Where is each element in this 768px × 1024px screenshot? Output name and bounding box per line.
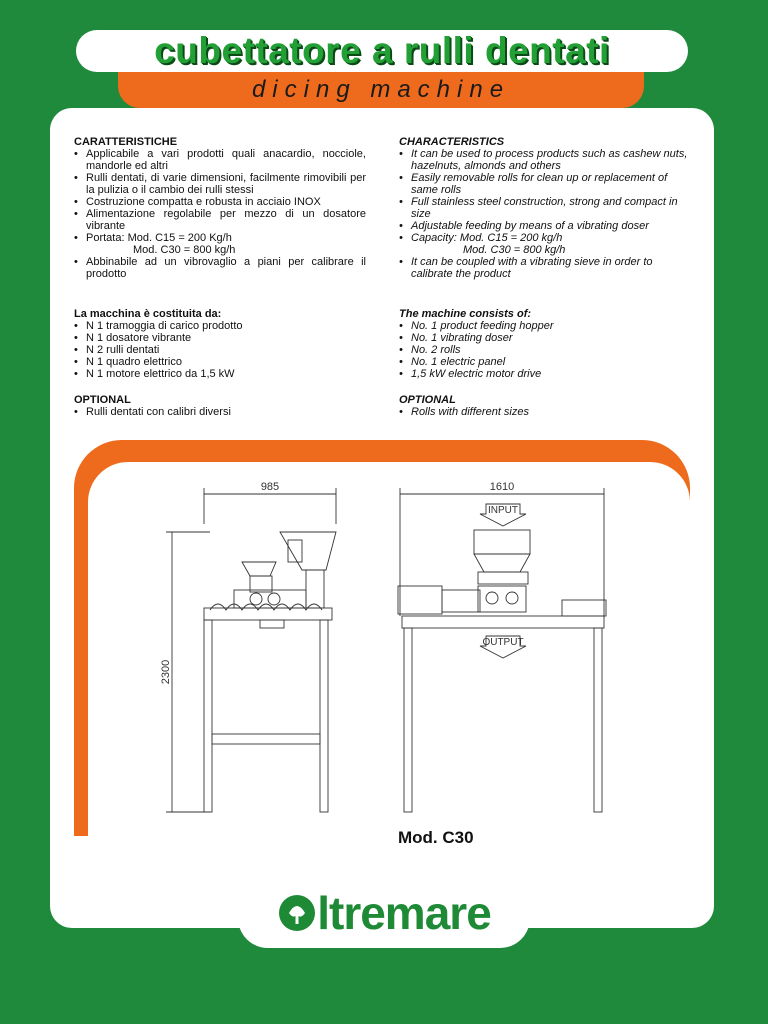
- italian-column: [74, 136, 366, 418]
- consists-list-en: [399, 320, 691, 380]
- list-item-continuation: Mod. C30 = 800 kg/h: [133, 244, 236, 256]
- subtitle-banner: [118, 72, 644, 108]
- list-item: • Abbinabile ad un vibrovaglio a piani per calibrare il prodotto: [74, 256, 366, 280]
- english-column: [399, 136, 691, 418]
- page-title: cubettatore a rulli dentati: [154, 30, 610, 71]
- optional-heading-it: OPTIONAL: [74, 394, 131, 406]
- list-item: • Easily removable rolls for clean up or replacement of same rolls: [399, 172, 691, 196]
- list-item: • No. 1 electric panel: [399, 356, 691, 368]
- list-item: • N 2 rulli dentati: [74, 344, 366, 356]
- optional-list-it: [74, 406, 366, 418]
- characteristics-heading-en: CHARACTERISTICS: [399, 136, 505, 148]
- model-label: Mod. C30: [398, 828, 474, 847]
- list-item: • Capacity: Mod. C15 = 200 kg/h: [399, 232, 691, 244]
- list-item: • Applicabile a vari prodotti quali anacardio, nocciole, mandorle ed altri: [74, 148, 366, 172]
- list-item: • N 1 dosatore vibrante: [74, 332, 366, 344]
- optional-heading-en: OPTIONAL: [399, 394, 456, 406]
- characteristics-list-en: [399, 148, 691, 280]
- title-banner: [76, 30, 688, 72]
- list-item: • Rulli dentati con calibri diversi: [74, 406, 366, 418]
- list-item: • N 1 motore elettrico da 1,5 kW: [74, 368, 366, 380]
- machine-drawing: [74, 440, 690, 836]
- consists-heading-en: The machine consists of:: [399, 308, 532, 320]
- list-item: • Alimentazione regolabile per mezzo di un dosatore vibrante: [74, 208, 366, 232]
- dimension-width-front: 1610: [489, 481, 515, 493]
- list-item: • It can be used to process products such as cashew nuts, hazelnuts, almonds and others: [399, 148, 691, 172]
- list-item: • Costruzione compatta e robusta in acciaio INOX: [74, 196, 366, 208]
- list-item: • Adjustable feeding by means of a vibrating doser: [399, 220, 691, 232]
- content-panel: [50, 108, 714, 928]
- list-item: • Full stainless steel construction, strong and compact in size: [399, 196, 691, 220]
- technical-drawing-frame: [74, 440, 690, 847]
- logo-wordmark: ltremare: [317, 887, 491, 939]
- brand-logo: [238, 886, 530, 940]
- output-label: OUTPUT: [482, 637, 524, 648]
- list-item: • No. 2 rolls: [399, 344, 691, 356]
- consists-heading-it: La macchina è costituita da:: [74, 308, 222, 320]
- dimension-height: 2300: [160, 659, 172, 685]
- dimension-width-side: 985: [260, 481, 280, 493]
- list-item: • N 1 tramoggia di carico prodotto: [74, 320, 366, 332]
- list-item: • Rolls with different sizes: [399, 406, 691, 418]
- optional-list-en: [399, 406, 691, 418]
- list-item: • 1,5 kW electric motor drive: [399, 368, 691, 380]
- input-label: INPUT: [488, 505, 518, 516]
- logo-banner: [238, 878, 530, 948]
- list-item: • N 1 quadro elettrico: [74, 356, 366, 368]
- characteristics-heading-it: CARATTERISTICHE: [74, 136, 178, 148]
- list-item-continuation: Mod. C30 = 800 kg/h: [463, 244, 566, 256]
- list-item: • Portata: Mod. C15 = 200 Kg/h: [74, 232, 366, 244]
- page-subtitle: dicing machine: [251, 76, 511, 103]
- list-item: • No. 1 vibrating doser: [399, 332, 691, 344]
- list-item: • No. 1 product feeding hopper: [399, 320, 691, 332]
- tree-logo-icon: [277, 893, 317, 933]
- characteristics-list-it: [74, 148, 366, 280]
- consists-list-it: [74, 320, 366, 380]
- list-item: • Rulli dentati, di varie dimensioni, facilmente rimovibili per la pulizia o il cambio dei rulli stessi: [74, 172, 366, 196]
- list-item: • It can be coupled with a vibrating sieve in order to calibrate the product: [399, 256, 691, 280]
